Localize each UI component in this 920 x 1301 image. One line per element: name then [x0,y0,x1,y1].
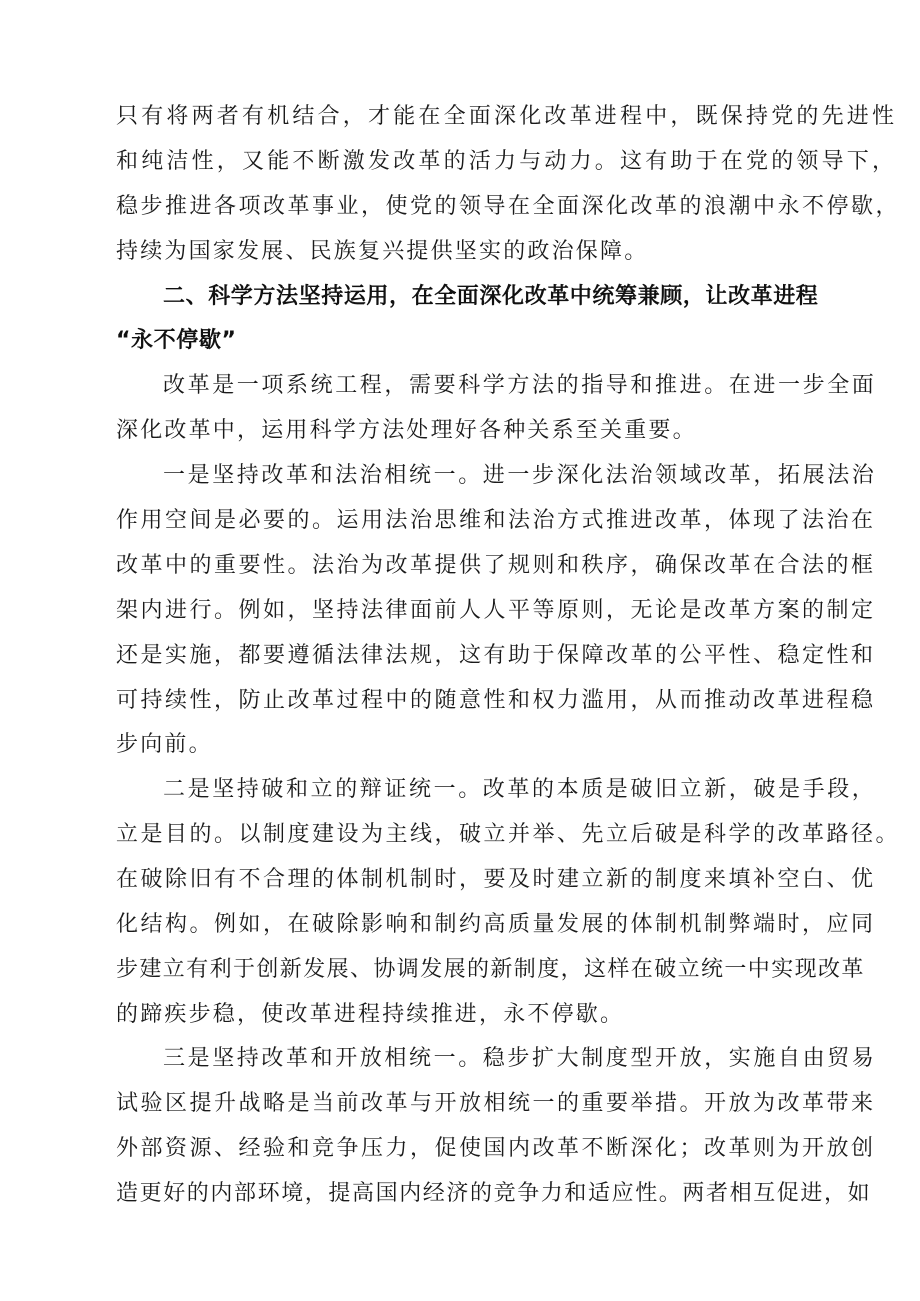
text-line: 立是目的。以制度建设为主线，破立并举、先立后破是科学的改革路径。 [116,822,901,847]
text-line: 作用空间是必要的。运用法治思维和法治方式推进改革，体现了法治在 [116,508,876,533]
text-line: 外部资源、经验和竞争压力，促使国内改革不断深化；改革则为开放创 [116,1136,876,1161]
text-line: 试验区提升战略是当前改革与开放相统一的重要举措。开放为改革带来 [116,1091,876,1116]
text-line: 改革是一项系统工程，需要科学方法的指导和推进。在进一步全面 [163,373,877,398]
text-line: 二是坚持破和立的辩证统一。改革的本质是破旧立新，破是手段， [163,777,877,802]
text-line: 和纯洁性，又能不断激发改革的活力与动力。这有助于在党的领导下， [116,149,898,174]
text-line: 一是坚持改革和法治相统一。进一步深化法治领域改革，拓展法治 [163,463,877,488]
text-line: 稳步推进各项改革事业，使党的领导在全面深化改革的浪潮中永不停歇， [116,194,901,219]
text-line: 在破除旧有不合理的体制机制时，要及时建立新的制度来填补空白、优 [116,867,876,892]
section-heading: “永不停歇” [116,328,237,353]
text-line: 改革中的重要性。法治为改革提供了规则和秩序，确保改革在合法的框 [116,553,876,578]
text-line: 化结构。例如，在破除影响和制约高质量发展的体制机制弊端时，应同 [116,912,876,937]
text-line: 持续为国家发展、民族复兴提供坚实的政治保障。 [116,239,649,264]
text-line: 三是坚持改革和开放相统一。稳步扩大制度型开放，实施自由贸易 [163,1046,877,1071]
text-line: 还是实施，都要遵循法律法规，这有助于保障改革的公平性、稳定性和 [116,643,876,668]
text-line: 可持续性，防止改革过程中的随意性和权力滥用，从而推动改革进程稳 [116,688,876,713]
text-line: 只有将两者有机结合，才能在全面深化改革进程中，既保持党的先进性 [116,104,898,129]
text-line: 的蹄疾步稳，使改革进程持续推进，永不停歇。 [116,1002,625,1027]
section-heading: 二、科学方法坚持运用，在全面深化改革中统筹兼顾，让改革进程 [163,284,819,309]
text-line: 步向前。 [116,732,213,757]
text-line: 造更好的内部环境，提高国内经济的竞争力和适应性。两者相互促进，如 [116,1181,872,1206]
text-line: 深化改革中，运用科学方法处理好各种关系至关重要。 [116,418,697,443]
text-line: 步建立有利于创新发展、协调发展的新制度，这样在破立统一中实现改革 [116,957,865,982]
text-line: 架内进行。例如，坚持法律面前人人平等原则，无论是改革方案的制定 [116,598,876,623]
